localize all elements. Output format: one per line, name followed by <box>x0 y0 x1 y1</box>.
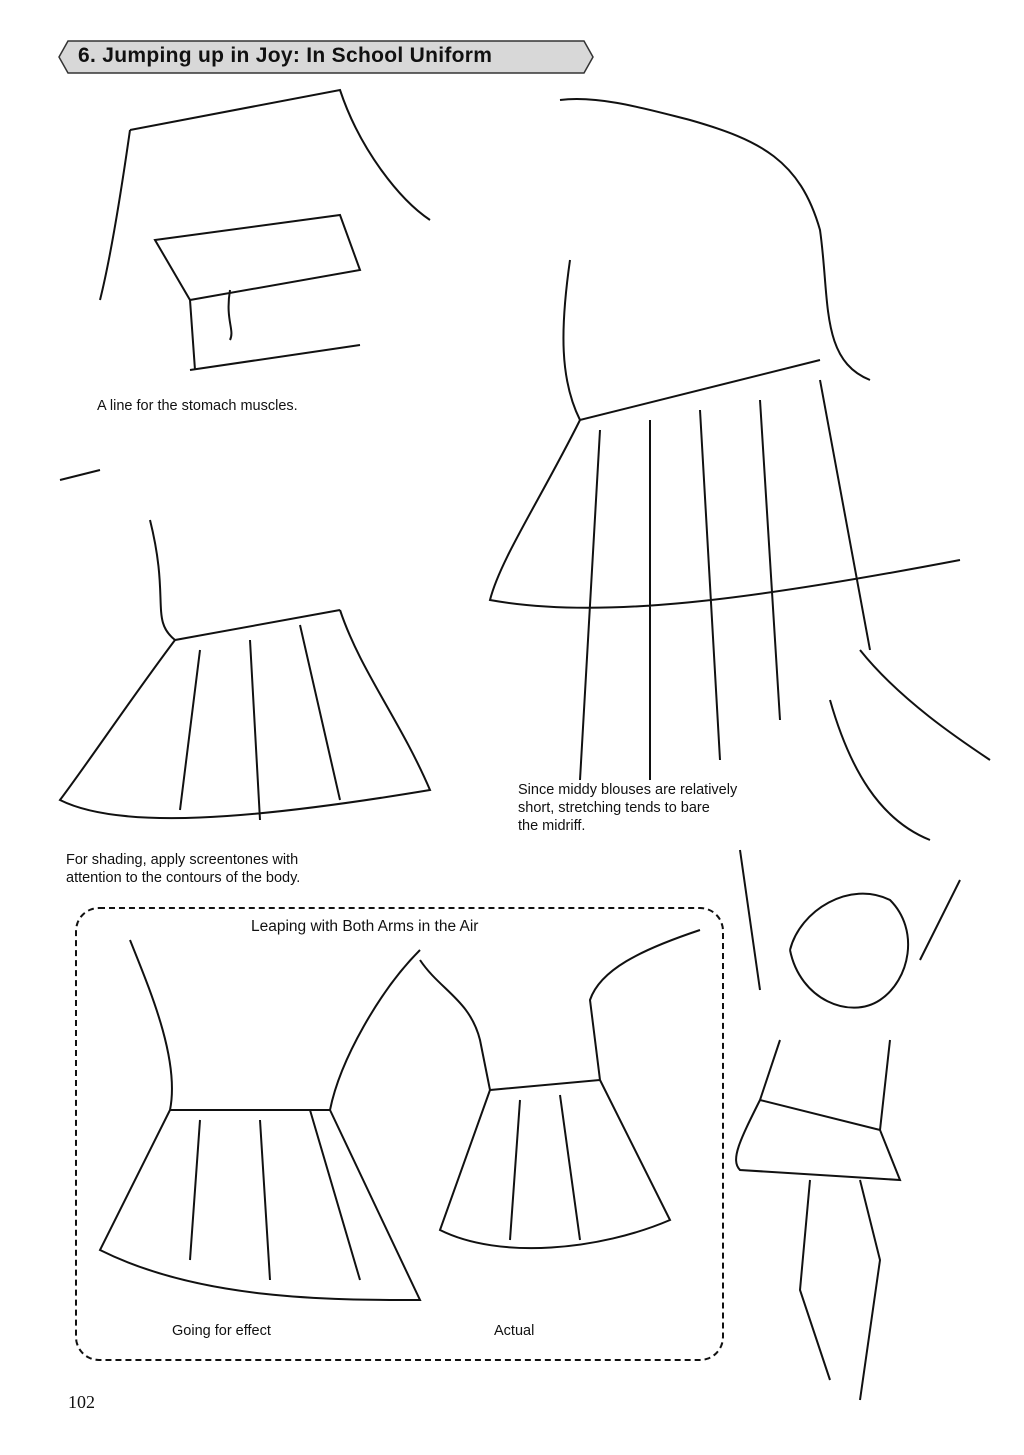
page-number: 102 <box>68 1392 95 1412</box>
section-title: 6. Jumping up in Joy: In School Uniform <box>78 44 493 67</box>
torso-sketch-top-left <box>100 90 430 370</box>
section-title-banner <box>58 40 594 74</box>
caption-midriff: Since middy blouses are relatively short, stretching tends to bare the midriff. <box>518 782 738 834</box>
leaping-example-box <box>75 907 724 1361</box>
caption-stomach: A line for the stomach muscles. <box>97 398 298 414</box>
skirt-sketch-mid-left <box>60 470 430 820</box>
figure-sketch-top-right <box>490 99 990 840</box>
leaping-girl-sketch <box>736 850 960 1400</box>
label-going-for-effect: Going for effect <box>172 1323 271 1339</box>
box-title: Leaping with Both Arms in the Air <box>247 918 482 936</box>
label-actual: Actual <box>494 1323 535 1339</box>
caption-shading: For shading, apply screentones with attention to the contours of the body. <box>66 852 301 886</box>
